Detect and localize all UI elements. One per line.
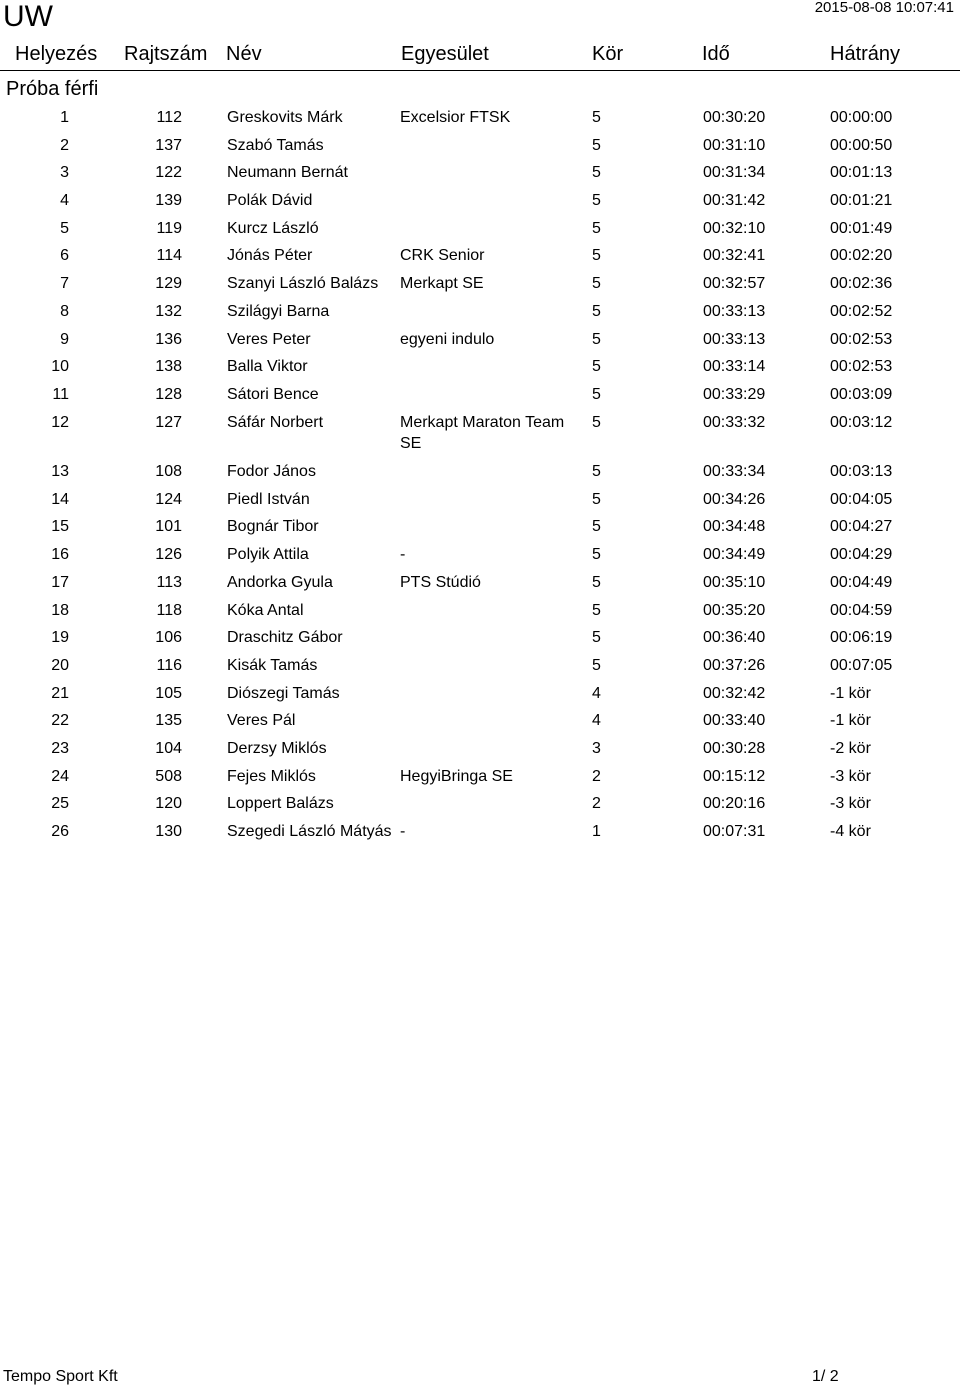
result-row [0,381,960,409]
place-cell: 18 [51,601,69,619]
name-cell: Veres Pál [227,712,296,730]
laps-cell: 5 [592,546,601,564]
name-cell: Kisák Tamás [227,656,318,674]
result-row [0,818,960,868]
laps-cell: 5 [592,302,601,320]
time-cell: 00:34:26 [703,490,766,508]
club-cell: - [400,546,406,564]
name-cell: Jónás Péter [227,247,313,265]
result-row [0,187,960,215]
bib-cell: 116 [156,656,182,674]
laps-cell: 5 [592,518,601,536]
laps-cell: 5 [592,413,601,431]
gap-cell: 00:03:09 [830,385,893,403]
result-row [0,569,960,597]
gap-cell: 00:01:49 [830,219,893,237]
bib-cell: 119 [156,219,182,237]
result-row [0,458,960,486]
bib-cell: 127 [155,413,182,431]
column-header-row [0,40,960,71]
name-cell: Piedl István [227,490,310,508]
gap-cell: 00:03:12 [830,413,893,431]
laps-cell: 5 [592,164,601,182]
bib-cell: 135 [155,712,182,730]
print-timestamp: 2015-08-08 10:07:41 [814,0,954,16]
time-cell: 00:31:10 [703,136,766,154]
time-cell: 00:32:42 [703,684,766,702]
result-row [0,541,960,569]
result-row [0,486,960,514]
laps-cell: 5 [592,275,601,293]
time-cell: 00:20:16 [703,795,766,813]
laps-cell: 5 [592,490,601,508]
place-cell: 26 [51,823,69,840]
place-cell: 10 [51,358,69,376]
gap-cell: 00:02:36 [830,275,893,293]
gap-cell: -2 kör [830,739,871,757]
time-cell: 00:15:12 [703,767,766,785]
results-table [0,104,960,868]
time-cell: 00:35:20 [703,601,766,619]
laps-cell: 1 [592,823,601,840]
result-row [0,104,960,132]
time-cell: 00:34:49 [703,546,766,564]
time-cell: 00:34:48 [703,518,766,536]
name-cell: Szabó Tamás [227,136,324,154]
place-cell: 25 [51,795,69,813]
club-cell: PTS Stúdió [400,573,481,591]
name-cell: Loppert Balázs [227,795,334,813]
place-cell: 23 [51,739,69,757]
place-cell: 12 [51,413,69,431]
result-row [0,326,960,354]
laps-cell: 5 [592,330,601,348]
bib-cell: 118 [156,601,182,619]
result-row [0,409,960,459]
time-cell: 00:32:10 [703,219,766,237]
bib-cell: 114 [156,247,182,265]
gap-cell: -3 kör [830,767,871,785]
place-cell: 20 [51,656,69,674]
place-cell: 19 [51,629,69,647]
bib-cell: 138 [155,358,182,376]
result-row [0,652,960,680]
place-cell: 1 [60,109,69,126]
column-header-club: Egyesület [401,43,489,65]
laps-cell: 2 [592,795,601,813]
result-row [0,159,960,187]
result-row [0,707,960,735]
name-cell: Polák Dávid [227,192,313,210]
laps-cell: 5 [592,629,601,647]
result-row [0,353,960,381]
gap-cell: 00:02:52 [830,302,893,320]
bib-cell: 128 [155,385,182,403]
bib-cell: 105 [155,684,182,702]
bib-cell: 108 [155,463,182,481]
name-cell: Szanyi László Balázs [227,275,379,293]
laps-cell: 4 [592,684,601,702]
category-title: Próba férfi [6,78,99,100]
name-cell: Fodor János [227,463,316,481]
result-row [0,270,960,298]
gap-cell: 00:00:50 [830,136,893,154]
result-row [0,242,960,270]
name-cell: Szilágyi Barna [227,302,330,320]
place-cell: 9 [60,330,69,348]
time-cell: 00:35:10 [703,573,766,591]
place-cell: 22 [51,712,69,730]
gap-cell: 00:02:53 [830,358,893,376]
laps-cell: 5 [592,136,601,154]
bib-cell: 124 [155,490,182,508]
laps-cell: 5 [592,219,601,237]
result-row [0,298,960,326]
gap-cell: 00:01:13 [830,164,893,182]
bib-cell: 122 [155,164,182,182]
name-cell: Greskovits Márk [227,109,343,126]
gap-cell: 00:07:05 [830,656,893,674]
name-cell: Veres Peter [227,330,311,348]
gap-cell: 00:04:59 [830,601,893,619]
column-header-place: Helyezés [15,43,98,65]
gap-cell: -1 kör [830,684,871,702]
name-cell: Draschitz Gábor [227,629,343,647]
bib-cell: 120 [155,795,182,813]
result-row [0,735,960,763]
bib-cell: 104 [155,739,182,757]
gap-cell: 00:04:29 [830,546,893,564]
time-cell: 00:33:29 [703,385,766,403]
column-header-gap: Hátrány [830,43,901,65]
bib-cell: 101 [155,518,182,536]
bib-cell: 112 [156,109,182,126]
club-cell: - [400,823,406,840]
name-cell: Derzsy Miklós [227,739,327,757]
place-cell: 4 [60,192,69,210]
laps-cell: 5 [592,192,601,210]
time-cell: 00:30:28 [703,739,766,757]
place-cell: 16 [51,546,69,564]
place-cell: 7 [60,275,69,293]
gap-cell: 00:04:27 [830,518,893,536]
place-cell: 21 [51,684,69,702]
laps-cell: 5 [592,601,601,619]
club-cell: Merkapt SE [400,275,484,293]
bib-cell: 129 [155,275,182,293]
laps-cell: 4 [592,712,601,730]
gap-cell: 00:02:53 [830,330,893,348]
time-cell: 00:33:40 [703,712,766,730]
gap-cell: -1 kör [830,712,871,730]
result-row [0,513,960,541]
name-cell: Neumann Bernát [227,164,348,182]
time-cell: 00:31:42 [703,192,766,210]
result-row [0,680,960,708]
bib-cell: 136 [155,330,182,348]
place-cell: 14 [51,490,69,508]
name-cell: Kurcz László [227,219,319,237]
document-title: UW [3,0,53,33]
laps-cell: 5 [592,385,601,403]
time-cell: 00:33:14 [703,358,766,376]
bib-cell: 130 [155,823,182,840]
name-cell: Andorka Gyula [227,573,333,591]
column-header-laps: Kör [592,43,624,65]
result-row [0,597,960,625]
result-row [0,132,960,160]
gap-cell: 00:02:20 [830,247,893,265]
time-cell: 00:31:34 [703,164,766,182]
column-header-name: Név [226,43,262,65]
name-cell: Sátori Bence [227,385,319,403]
name-cell: Fejes Miklós [227,767,316,785]
time-cell: 00:36:40 [703,629,766,647]
column-header-bib: Rajtszám [124,43,208,65]
column-header-time: Idő [702,43,730,65]
club-cell: Excelsior FTSK [400,109,511,126]
result-row [0,763,960,791]
name-cell: Diószegi Tamás [227,684,340,702]
gap-cell: 00:04:49 [830,573,893,591]
time-cell: 00:30:20 [703,109,766,126]
place-cell: 17 [51,573,69,591]
time-cell: 00:33:13 [703,302,766,320]
club-cell: HegyiBringa SE [400,767,513,785]
club-cell: Merkapt Maraton Team SE [400,413,565,452]
laps-cell: 3 [592,739,601,757]
gap-cell: -3 kör [830,795,871,813]
footer-page-number: 1/ 2 [812,1368,839,1385]
result-row [0,215,960,243]
club-cell: CRK Senior [400,247,485,265]
place-cell: 5 [60,219,69,237]
laps-cell: 5 [592,573,601,591]
bib-cell: 508 [155,767,182,785]
gap-cell: 00:04:05 [830,490,893,508]
place-cell: 24 [51,767,69,785]
time-cell: 00:33:34 [703,463,766,481]
place-cell: 3 [60,164,69,182]
name-cell: Balla Viktor [227,358,308,376]
place-cell: 6 [60,247,69,265]
laps-cell: 5 [592,247,601,265]
place-cell: 2 [60,136,69,154]
time-cell: 00:33:32 [703,413,766,431]
name-cell: Sáfár Norbert [227,413,324,431]
bib-cell: 132 [155,302,182,320]
time-cell: 00:37:26 [703,656,766,674]
gap-cell: 00:00:00 [830,109,893,126]
name-cell: Bognár Tibor [227,518,319,536]
footer-company: Tempo Sport Kft [3,1368,118,1385]
club-cell: egyeni indulo [400,330,495,348]
place-cell: 11 [52,385,69,403]
gap-cell: -4 kör [830,823,871,840]
laps-cell: 5 [592,656,601,674]
bib-cell: 139 [155,192,182,210]
place-cell: 8 [60,302,69,320]
result-row [0,790,960,818]
gap-cell: 00:06:19 [830,629,893,647]
name-cell: Kóka Antal [227,601,304,619]
laps-cell: 5 [592,358,601,376]
name-cell: Polyik Attila [227,546,309,564]
time-cell: 00:33:13 [703,330,766,348]
gap-cell: 00:03:13 [830,463,893,481]
name-cell: Szegedi László Mátyás [227,823,392,840]
laps-cell: 5 [592,109,601,126]
place-cell: 15 [51,518,69,536]
bib-cell: 126 [155,546,182,564]
bib-cell: 113 [156,573,182,591]
bib-cell: 137 [155,136,182,154]
time-cell: 00:32:41 [703,247,766,265]
time-cell: 00:32:57 [703,275,766,293]
result-row [0,624,960,652]
laps-cell: 2 [592,767,601,785]
place-cell: 13 [51,463,69,481]
bib-cell: 106 [155,629,182,647]
time-cell: 00:07:31 [703,823,766,840]
laps-cell: 5 [592,463,601,481]
gap-cell: 00:01:21 [830,192,893,210]
